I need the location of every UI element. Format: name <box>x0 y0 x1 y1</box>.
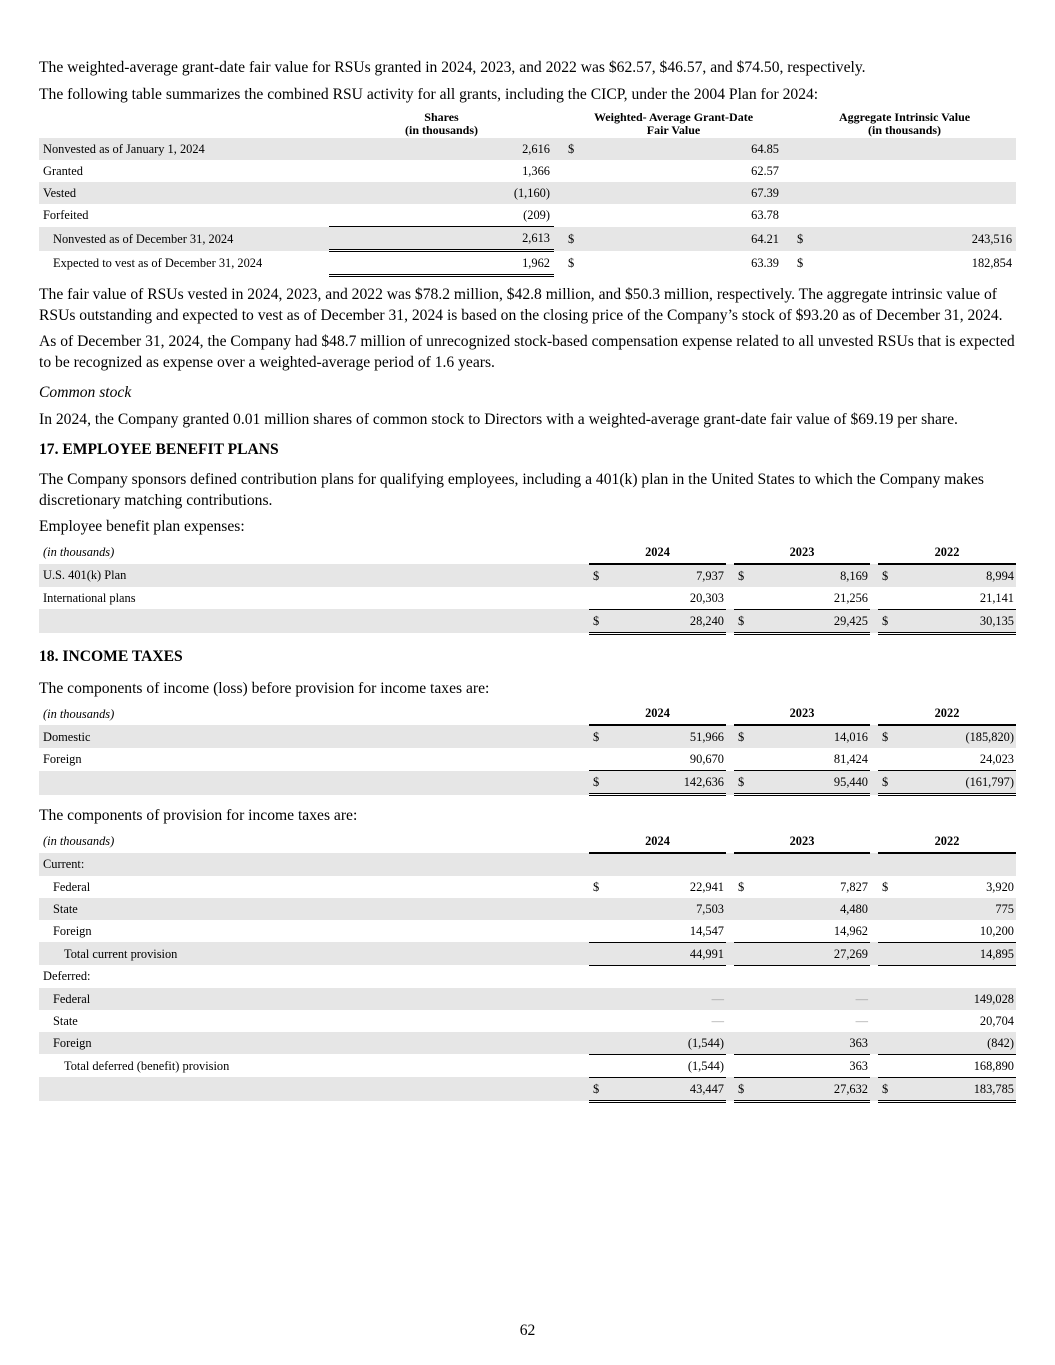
provision-components-intro: The components of provision for income taxes are: <box>39 807 358 824</box>
table-row: U.S. 401(k) Plan $ 7,937 $ 8,169 $ 8,994 <box>39 564 1016 587</box>
provision-table <box>39 830 1016 1103</box>
year-2024-header: 2024 <box>589 541 726 564</box>
table-row: Foreign 90,670 81,424 24,023 <box>39 748 1016 771</box>
table-row: Current: <box>39 853 1016 876</box>
rsu-activity-table <box>39 107 1016 277</box>
unrecognized-expense-paragraph: As of December 31, 2024, the Company had $48.7 million of unrecognized stock-based compensation expense related to all unvested RSUs that is expected to be recognized as expense over a weighted-average period of 1.6 years. <box>39 333 1015 371</box>
table-row: Nonvested as of December 31, 2024 2,613 $ 64.21 $ 243,516 <box>39 227 1016 251</box>
section-17-heading: 17. EMPLOYEE BENEFIT PLANS <box>39 441 279 458</box>
aiv-header: Aggregate Intrinsic Value (in thousands) <box>838 110 971 137</box>
table-row: Domestic $ 51,966 $ 14,016 $ (185,820) <box>39 725 1016 748</box>
benefit-expense-table <box>39 541 1016 635</box>
shares-header: Shares (in thousands) <box>404 110 479 137</box>
benefit-plans-paragraph: The Company sponsors defined contribution plans for qualifying employees, including a 401(k) plan in the United States to which the Company makes discretionary matching contributions. <box>39 471 984 509</box>
table-row: Foreign (1,544) 363 (842) <box>39 1032 1016 1055</box>
table-row: Expected to vest as of December 31, 2024 1,962 $ 63.39 $ 182,854 <box>39 251 1016 276</box>
income-before-tax-table <box>39 702 1016 796</box>
income-components-intro: The components of income (loss) before provision for income taxes are: <box>39 679 490 697</box>
table-row: Deferred: <box>43 969 91 984</box>
section-18-heading: 18. INCOME TAXES <box>39 647 183 665</box>
table-row: State 7,503 4,480 775 <box>39 898 1016 920</box>
table-row: Vested (1,160) 67.39 <box>39 182 1016 204</box>
total-row: $ 28,240 $ 29,425 $ 30,135 <box>39 609 1016 633</box>
year-2023-header: 2023 <box>734 702 870 725</box>
year-2024-header: 2024 <box>589 702 726 725</box>
year-header-row: (in thousands) 2024 2023 2022 <box>39 541 1016 564</box>
common-stock-heading: Common stock <box>39 384 132 401</box>
page-number: 62 <box>519 1322 536 1339</box>
benefit-expenses-intro: Employee benefit plan expenses: <box>39 518 245 535</box>
table-row: Federal — — 149,028 <box>39 988 1016 1010</box>
total-row: $ 142,636 $ 95,440 $ (161,797) <box>39 771 1016 795</box>
table-row: Granted 1,366 62.57 <box>43 164 780 178</box>
table-row: Federal $ 22,941 $ 7,827 $ 3,920 <box>53 879 1014 894</box>
table-row: Nonvested as of January 1, 2024 2,616 $ 64.85 <box>39 138 1016 160</box>
table-row: Foreign 14,547 14,962 10,200 <box>39 920 1016 943</box>
total-row: $ 43,447 $ 27,632 $ 183,785 <box>39 1077 1016 1101</box>
year-header-row: (in thousands) 2024 2023 2022 <box>39 830 1016 853</box>
wafv-header: Weighted- Average Grant-Date Fair Value <box>593 110 754 137</box>
rsu-vested-paragraph: The fair value of RSUs vested in 2024, 2023, and 2022 was $78.2 million, $42.8 million, and $50.3 million, respectively. The aggregate intrinsic value of RSUs outstanding and expected to vest as of December 31, 2024 is based on the closing price of the Company’s stock of $93.20 as of December 31, 2024. <box>39 286 1003 324</box>
common-stock-paragraph: In 2024, the Company granted 0.01 million shares of common stock to Directors with a weighted-average grant-date fair value of $69.19 per share. <box>39 410 958 428</box>
rsu-header-row <box>39 107 1016 138</box>
table-row: International plans 20,303 21,256 21,141 <box>39 587 1016 610</box>
rsu-fair-value-paragraph: The weighted-average grant-date fair value for RSUs granted in 2024, 2023, and 2022 was $62.57, $46.57, and $74.50, respectively. <box>39 59 866 76</box>
table-row: State — — 20,704 <box>53 1013 1014 1028</box>
year-header-row: (in thousands) 2024 2023 2022 <box>39 702 1016 725</box>
table-row: Forfeited (209) 63.78 <box>39 204 1016 227</box>
subtotal-row: Total current provision 44,991 27,269 14,895 <box>39 942 1016 965</box>
year-2023-header: 2023 <box>734 541 870 564</box>
document-page <box>39 58 1016 1103</box>
year-2022-header: 2022 <box>878 702 1016 725</box>
year-2023-header: 2023 <box>734 830 870 853</box>
rsu-table-intro: The following table summarizes the combined RSU activity for all grants, including the CICP, under the 2004 Plan for 2024: <box>39 85 819 103</box>
year-2022-header: 2022 <box>878 541 1016 564</box>
year-2024-header: 2024 <box>589 830 726 853</box>
subtotal-row: Total deferred (benefit) provision (1,544) 363 168,890 <box>39 1054 1016 1077</box>
year-2022-header: 2022 <box>878 830 1016 853</box>
